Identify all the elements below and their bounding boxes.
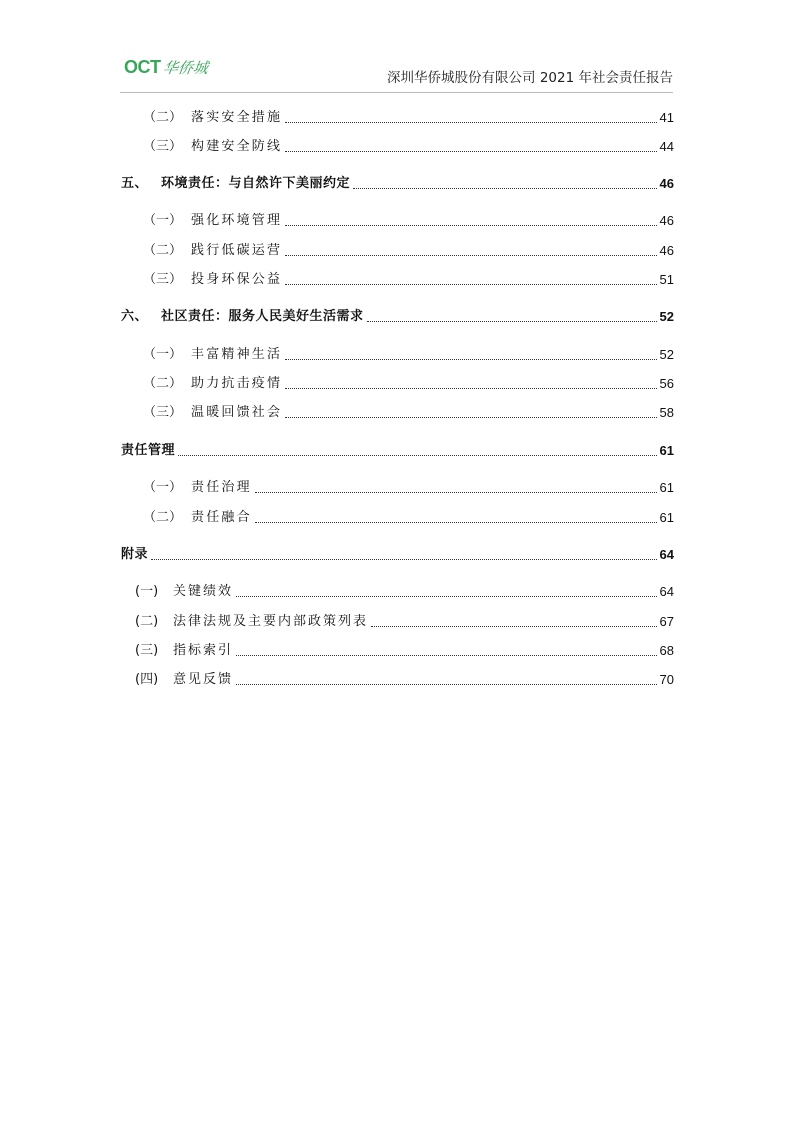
toc-entry-page: 61 [659,480,674,495]
toc-entry-page: 46 [659,213,674,228]
toc-entry[interactable] [121,265,674,289]
dot-leader [285,388,656,389]
dot-leader [285,151,656,152]
toc-entry-title: 温暖回馈社会 [191,405,283,420]
toc-entry-number: （二） [143,376,183,391]
toc-entry-page: 68 [659,643,674,658]
dot-leader [371,626,657,627]
header-divider [120,92,673,93]
dot-leader [285,359,656,360]
toc-entry[interactable] [121,206,674,230]
toc-entry-title: 关键绩效 [173,584,234,599]
toc-entry[interactable] [121,103,674,127]
toc-chapter-entry[interactable] [121,302,674,326]
toc-entry-title: 责任治理 [191,480,252,495]
toc-entry-page: 64 [659,584,674,599]
toc-entry-title: 法律法规及主要内部政策列表 [173,614,369,629]
toc-entry-title: 强化环境管理 [191,213,283,228]
toc-entry[interactable] [121,577,674,601]
toc-entry-page: 52 [659,309,674,324]
toc-entry-title: 责任管理 [121,443,176,458]
toc-entry-number: (三) [135,643,159,658]
toc-entry-title: 附录 [121,547,149,562]
toc-entry-title: 指标索引 [173,643,234,658]
toc-entry-title: 责任融合 [191,510,252,525]
dot-leader [236,596,657,597]
dot-leader [285,225,656,226]
toc-entry-page: 64 [659,547,674,562]
dot-leader [285,284,656,285]
report-title: 深圳华侨城股份有限公司 2021 年社会责任报告 [387,70,673,86]
toc-entry-number: （二） [143,510,183,525]
toc-entry[interactable] [121,340,674,364]
toc-entry-number: （三） [143,272,183,287]
dot-leader [285,122,656,123]
toc-entry-page: 67 [659,614,674,629]
toc-entry-number: （一） [143,213,183,228]
toc-entry[interactable] [121,607,674,631]
dot-leader [178,455,657,456]
toc-entry-number: (二) [135,614,159,629]
toc-entry-title: 践行低碳运营 [191,243,283,258]
toc-entry-title: 社区责任：服务人民美好生活需求 [161,309,364,324]
toc-entry-page: 41 [659,110,674,125]
toc-entry-page: 58 [659,405,674,420]
toc-entry-page: 44 [659,139,674,154]
toc-chapter-entry[interactable] [121,540,674,564]
toc-entry-page: 70 [659,672,674,687]
toc-entry-page: 51 [659,272,674,287]
dot-leader [367,321,657,322]
toc-entry-title: 助力抗击疫情 [191,376,283,391]
toc-entry-page: 46 [659,243,674,258]
toc-entry[interactable] [121,398,674,422]
toc-entry-title: 环境责任：与自然许下美丽约定 [161,176,351,191]
toc-entry[interactable] [121,369,674,393]
logo-latin-text: OCT [124,56,161,77]
toc-entry-page: 52 [659,347,674,362]
toc-entry-number: （二） [143,243,183,258]
toc-entry-title: 投身环保公益 [191,272,283,287]
toc-entry-page: 46 [659,176,674,191]
toc-entry[interactable] [121,503,674,527]
company-logo [124,54,208,80]
toc-entry-page: 56 [659,376,674,391]
toc-entry-number: （三） [143,405,183,420]
toc-entry-title: 构建安全防线 [191,139,283,154]
dot-leader [236,655,657,656]
toc-entry-page: 61 [659,510,674,525]
toc-entry[interactable] [121,473,674,497]
toc-entry[interactable] [121,665,674,689]
toc-entry-page: 61 [659,443,674,458]
toc-entry-title: 落实安全措施 [191,110,283,125]
dot-leader [255,522,657,523]
toc-entry-number: 五、 [121,176,149,191]
dot-leader [255,492,657,493]
dot-leader [353,188,657,189]
toc-chapter-entry[interactable] [121,436,674,460]
toc-entry-title: 丰富精神生活 [191,347,283,362]
toc-entry-number: （二） [143,110,183,125]
logo-chinese-text: 华侨城 [161,58,209,77]
toc-entry-number: 六、 [121,309,149,324]
toc-entry[interactable] [121,236,674,260]
toc-entry-number: （一） [143,347,183,362]
toc-entry-number: （三） [143,139,183,154]
toc-entry-number: (一) [135,584,159,599]
toc-entry-number: (四) [135,672,159,687]
toc-entry[interactable] [121,132,674,156]
toc-entry[interactable] [121,636,674,660]
toc-chapter-entry[interactable] [121,169,674,193]
toc-entry-number: （一） [143,480,183,495]
page-header [0,0,793,95]
toc-entry-title: 意见反馈 [173,672,234,687]
dot-leader [236,684,657,685]
dot-leader [285,255,656,256]
dot-leader [151,559,657,560]
dot-leader [285,417,656,418]
